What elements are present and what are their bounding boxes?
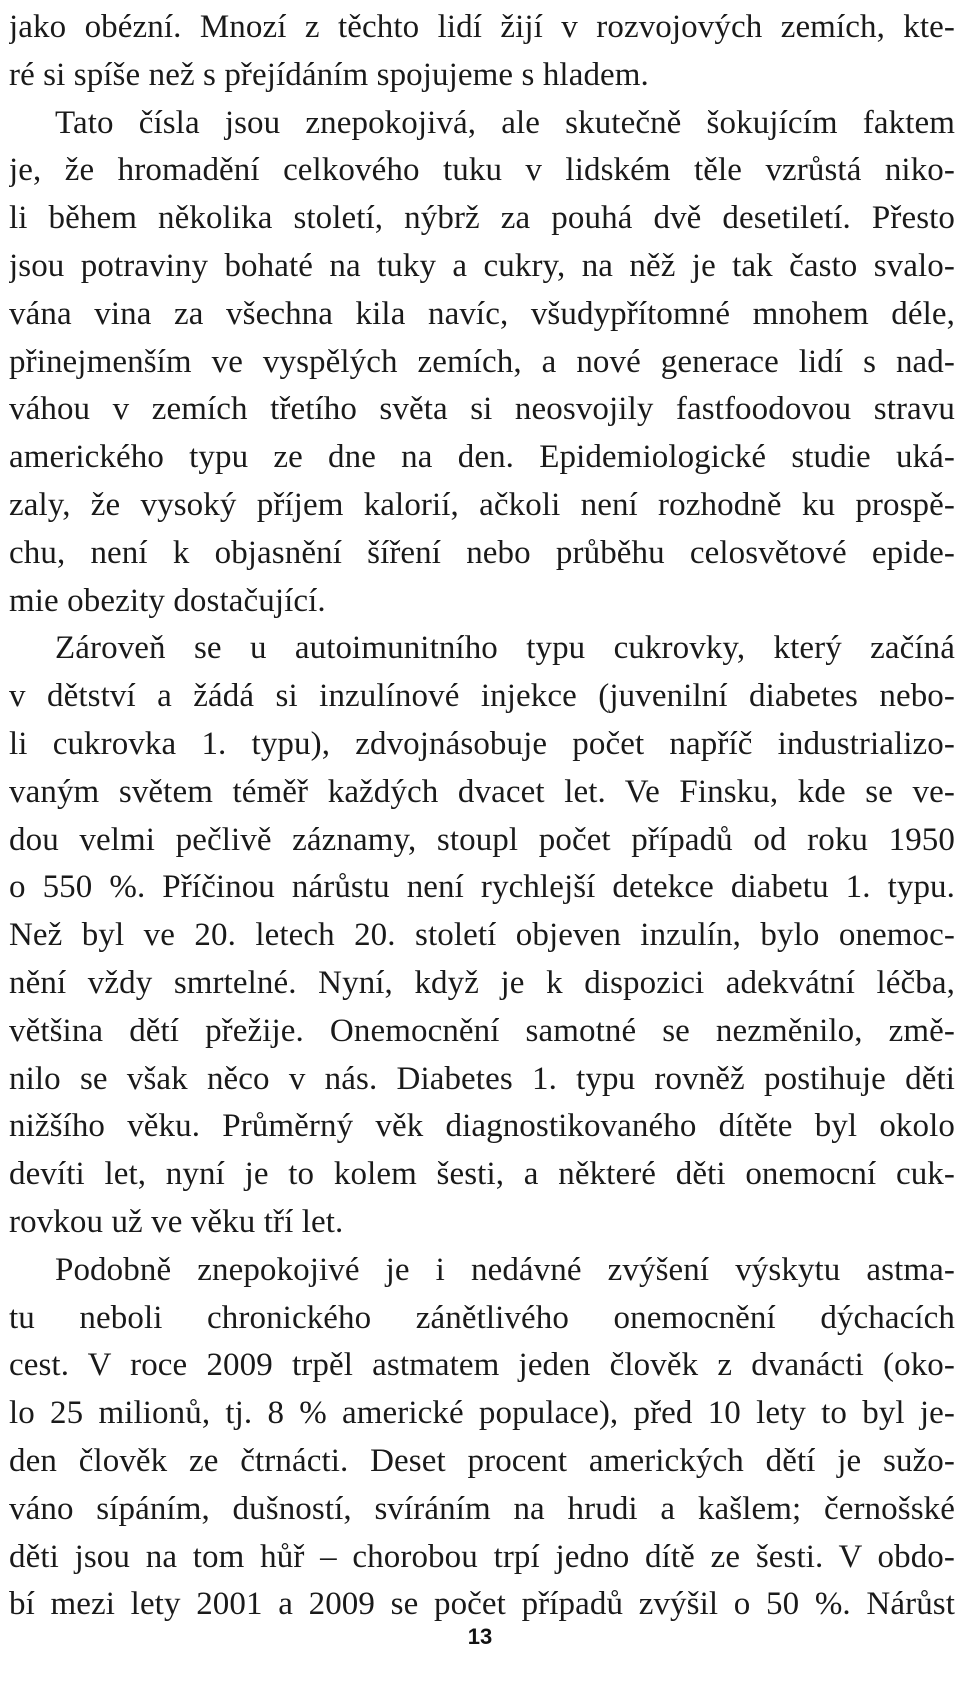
text-line: lo 25 milionů, tj. 8 % americké populace), před 10 lety to byl je- <box>9 1395 955 1432</box>
text-line: většina dětí přežije. Onemocnění samotné se nezměnilo, změ- <box>9 1012 955 1049</box>
text-line: váno sípáním, dušností, svíráním na hrudi a kašlem; černošské <box>9 1490 955 1527</box>
text-line: dou velmi pečlivě záznamy, stoupl počet případů od roku 1950 <box>9 821 955 858</box>
text-line: jako obézní. Mnozí z těchto lidí žijí v rozvojových zemích, kte- <box>9 9 955 45</box>
text-line: Podobně znepokojivé je i nedávné zvýšení výskytu astma- <box>55 1251 955 1288</box>
text-line: chu, není k objasnění šíření nebo průběhu celosvětové epide- <box>9 534 955 571</box>
text-line: Než byl ve 20. letech 20. století objeven inzulín, bylo onemoc- <box>9 917 955 954</box>
text-line: jsou potraviny bohaté na tuky a cukry, na něž je tak často svalo- <box>9 247 955 284</box>
text-line: Zároveň se u autoimunitního typu cukrovky, který začíná <box>55 630 955 667</box>
text-line: nilo se však něco v nás. Diabetes 1. typu rovněž postihuje děti <box>9 1060 955 1097</box>
text-line: li cukrovka 1. typu), zdvojnásobuje počet napříč industrializo- <box>9 725 955 762</box>
paragraph <box>9 1247 955 1629</box>
text-line: nění vždy smrtelné. Nyní, když je k dispozici adekvátní léčba, <box>9 964 955 1001</box>
text-line: li během několika století, nýbrž za pouhá dvě desetiletí. Přesto <box>9 200 955 237</box>
text-line: nižšího věku. Průměrný věk diagnostikovaného dítěte byl okolo <box>9 1108 955 1145</box>
text-line: zaly, že vysoký příjem kalorií, ačkoli není rozhodně ku prospě- <box>9 486 955 523</box>
text-line: devíti let, nyní je to kolem šesti, a některé děti onemocní cuk- <box>9 1156 955 1193</box>
text-line: v dětství a žádá si inzulínové injekce (juvenilní diabetes nebo- <box>9 678 955 715</box>
text-line: je, že hromadění celkového tuku v lidském těle vzrůstá niko- <box>9 152 955 189</box>
text-line: cest. V roce 2009 trpěl astmatem jeden člověk z dvanácti (oko- <box>9 1347 955 1384</box>
text-line: den člověk ze čtrnácti. Deset procent amerických dětí je sužo- <box>9 1442 955 1479</box>
body-text <box>9 4 955 1629</box>
text-line: děti jsou na tom hůř – chorobou trpí jedno dítě ze šesti. V obdo- <box>9 1538 955 1575</box>
text-line: rovkou už ve věku tří let. <box>9 1203 344 1240</box>
text-line: přinejmenším ve vyspělých zemích, a nové generace lidí s nad- <box>9 343 955 380</box>
text-line: amerického typu ze dne na den. Epidemiologické studie uká- <box>9 439 955 476</box>
page-number: 13 <box>467 1624 493 1649</box>
text-line: bí mezi lety 2001 a 2009 se počet případů zvýšil o 50 %. Nárůst <box>9 1586 955 1623</box>
text-line: o 550 %. Příčinou nárůstu není rychlejší detekce diabetu 1. typu. <box>9 869 955 906</box>
text-line: tu neboli chronického zánětlivého onemocnění dýchacích <box>9 1299 955 1336</box>
text-line: mie obezity dostačující. <box>9 582 326 619</box>
paragraph <box>9 100 955 626</box>
text-line: vaným světem téměř každých dvacet let. Ve Finsku, kde se ve- <box>9 773 955 810</box>
text-line: Tato čísla jsou znepokojivá, ale skutečně šokujícím faktem <box>55 104 955 141</box>
text-line: vána vina za všechna kila navíc, všudypřítomné mnohem déle, <box>9 295 955 332</box>
paragraph-continued <box>9 4 955 100</box>
text-line: ré si spíše než s přejídáním spojujeme s hladem. <box>9 56 649 93</box>
text-line: váhou v zemích třetího světa si neosvojily fastfoodovou stravu <box>9 391 955 428</box>
paragraph <box>9 625 955 1246</box>
